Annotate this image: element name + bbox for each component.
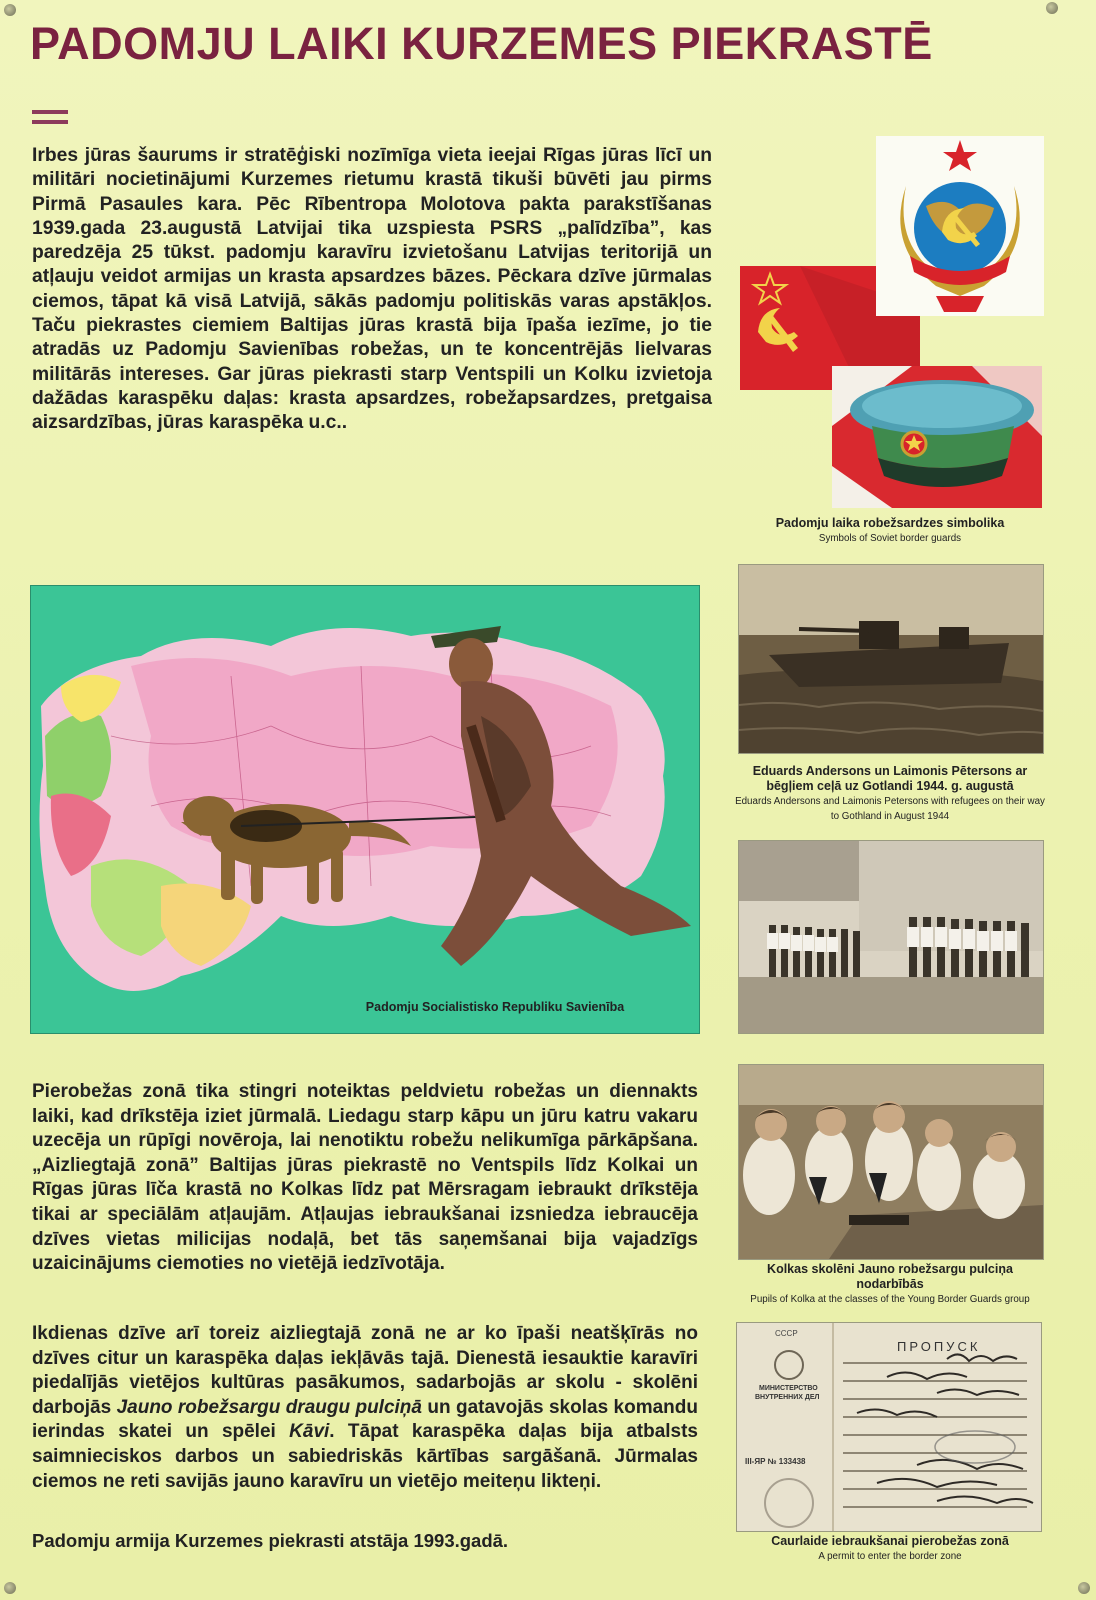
club-name: Jauno robežsargu draugu pulciņā [116,1396,422,1418]
paragraph-daily-life-part2: un gatavojās skolas komandu ierindas skatei un spēlei [32,1396,698,1443]
guards-lineup-photo [738,840,1044,1034]
title-rule-top [32,110,68,114]
permit-illustration [737,1323,1041,1531]
permit-issuer-line2: ВНУТРЕННИХ ДЕЛ [755,1394,820,1401]
refugee-boat-photo [738,564,1044,754]
boat-illustration [739,565,1043,753]
bolt-bottom-left [4,1582,16,1594]
photo-caption-permit [734,1534,1046,1564]
paragraph-daily-life-part1: Ikdienas dzīve arī toreiz aizliegtajā zonā ne ar ko īpaši neatšķīrās no dzīves citur un karaspēka daļas iekļāvās tajā. Dienestā iesauktie karavīri piedalījās vietējos kultūras pasākumos, sadarbojās ar skolu - skolēni darbojās [32,1323,698,1418]
caption-lv: Caurlaide iebraukšanai pierobežas zonā [771,1534,1009,1548]
border-zone-permit-photo [736,1322,1042,1532]
paragraph-border-zone: Pierobežas zonā tika stingri noteiktas peldvietu robežas un diennakts laiki, kad drīkstēja iziet jūrmalā. Liedagu starp kāpu un jūru katru vakaru uzecēja un rūpīgi novēroja, lai nenotiktu robežu nelikumīga pārkāpšana. „Aizliegtajā zonā” Baltijas jūras piekrastē no Ventspils līdz Kolkai un Rīgas jūras līča krastā no Kolkas līdz pat Mērsragam iebraukt drīkstēja tikai ar speciālām atļaujām. Atļaujas iebraukšanai izsniedza iebraucēja dzīves vietas milicijas nodaļā, bet tās saņemšanai bija vajadzīgs uzaicinājums ciemoties no vietējā iedzīvotāja. [32,1081,698,1275]
cap-icon [832,366,1042,508]
young-border-guards-photo [738,1064,1044,1260]
permit-heading: ПРОПУСК [897,1339,981,1354]
bolt-top-right [1046,2,1058,14]
emblem-icon [876,136,1044,316]
map-caption: Padomju Socialistisko Republiku Savienība [365,1000,625,1014]
lineup-illustration [739,841,1043,1033]
permit-serial: III-ЯР № 133438 [745,1457,806,1466]
bolt-bottom-right [1078,1582,1090,1594]
caption-en: Pupils of Kolka at the classes of the Young Border Guards group [750,1294,1030,1305]
border-guard-cap-photo [832,366,1042,508]
permit-country: СССР [775,1329,798,1338]
soviet-emblem-photo [876,136,1044,316]
game-name: Kāvi [289,1421,330,1443]
photo-caption-boat [734,764,1046,824]
caption-lv: Kolkas skolēni Jauno robežsargu pulciņa nodarbībās [767,1262,1013,1291]
photo-caption-classroom [734,1262,1046,1307]
bolt-top-left [4,4,16,16]
map-illustration [31,586,699,1033]
title-rule-bottom [32,120,68,124]
photo-caption-symbols [740,516,1040,546]
closing-line: Padomju armija Kurzemes piekrasti atstāja 1993.gadā. [32,1530,509,1551]
paragraph-daily-life-part3: . Tāpat karaspēka daļas bija atbalsts saimnieciskos darbos un sabiedriskās kārtības sargāšanā. Jūrmalas ciemos ne reti savijās jauno karavīru un vietējo meiteņu likteņi. [32,1421,699,1492]
intro-paragraph: Irbes jūras šaurums ir stratēģiski nozīmīga vieta ieejai Rīgas jūras līcī un militāri nocietinājumi Kurzemes rietumu krastā tikuši būvēti jau pirms Pirmā Pasaules kara. Pēc Rībentropa Molotova pakta parakstīšanas 1939.gada 23.augustā Latvijai tika uzspiesta PSRS „palīdzība”, kas paredzēja 25 tūkst. padomju karavīru izvietošanu Latvijas teritorijā un atļauju veidot armijas un krasta apsardzes bāzes. Pēckara dzīve jūrmalas ciemos, tāpat kā visā Latvijā, sākās padomju politiskās varas apstākļos. Taču piekrastes ciemiem Baltijas jūras krastā bija īpaša iezīme, jo tie atradās uz Padomju Savienības robežas, un te koncentrējās lielvaras militārās intereses. Gar jūras piekrasti starp Ventspili un Kolku izvietoja dažādas karaspēku daļas: krasta apsardzes, robežapsardzes, pretgaisa aizsardzības, jūras karaspēka u.c.. [32,145,712,434]
caption-en: Eduards Andersons and Laimonis Petersons with refugees on their way to Gothland in August 1944 [735,796,1045,822]
paragraph-daily-life [32,1322,698,1494]
classroom-illustration [739,1065,1043,1259]
ussr-map-image [30,585,700,1034]
caption-lv: Padomju laika robežsardzes simbolika [775,516,1005,530]
page-title: PADOMJU LAIKI KURZEMES PIEKRASTĒ [30,18,933,69]
caption-lv: Eduards Andersons un Laimonis Pētersons ar bēgļiem ceļā uz Gotlandi 1944. g. augustā [752,764,1028,793]
caption-en: A permit to enter the border zone [818,1551,962,1562]
permit-issuer-line1: МИНИСТЕРСТВО [759,1385,818,1392]
caption-en: Symbols of Soviet border guards [818,533,962,544]
